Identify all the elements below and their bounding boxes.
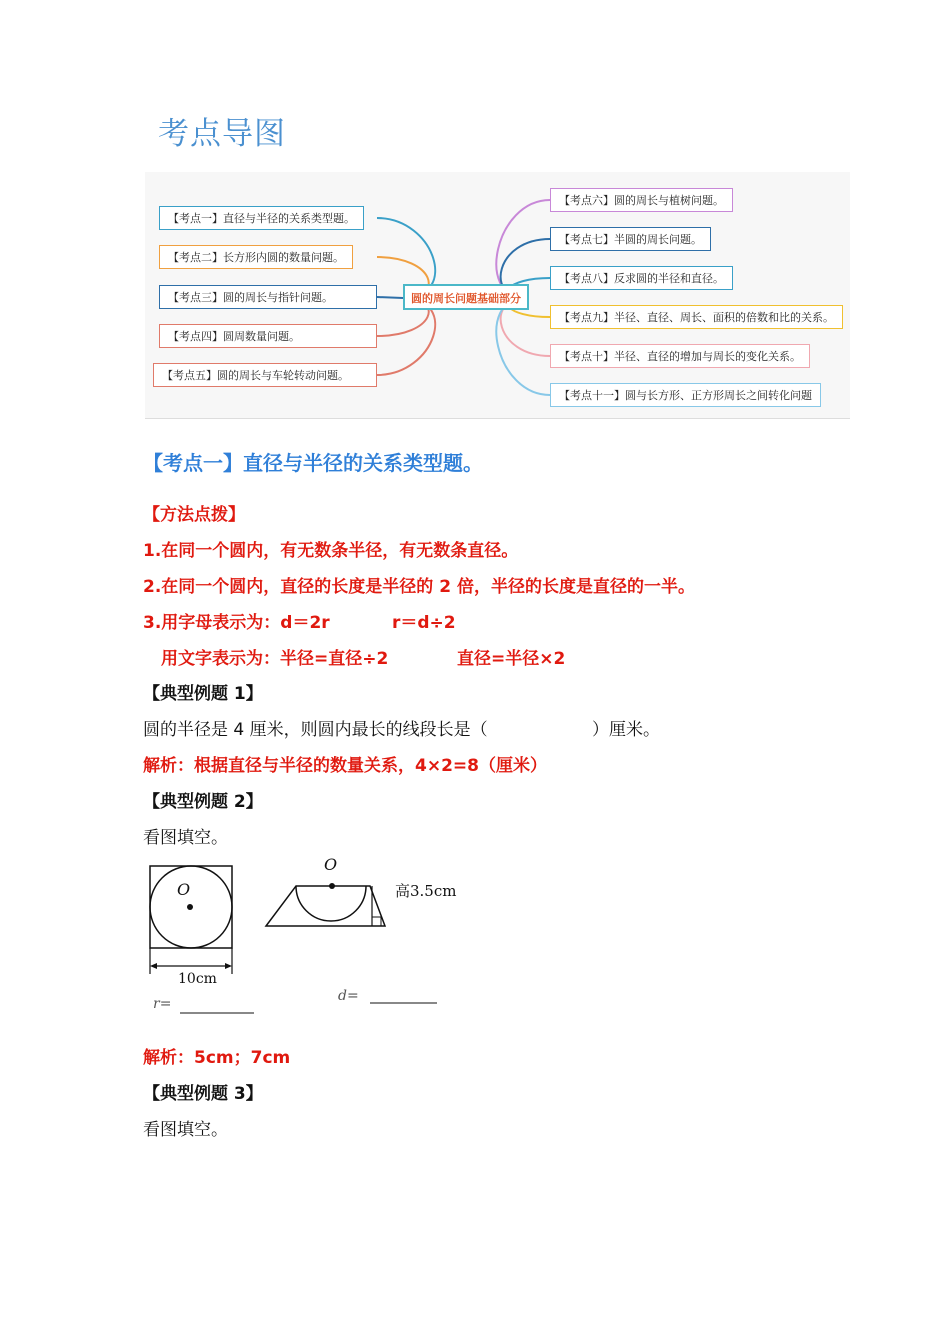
example-2-title: 【典型例题 2】 xyxy=(143,792,263,812)
mind-map-node-left-2: 【考点二】长方形内圆的数量问题。 xyxy=(159,245,353,269)
example-1-answer: 解析：根据直径与半径的数量关系，4×2=8（厘米） xyxy=(143,756,547,776)
example-1-title: 【典型例题 1】 xyxy=(143,684,263,704)
method-title: 【方法点拨】 xyxy=(143,505,245,525)
section-heading: 【考点一】直径与半径的关系类型题。 xyxy=(143,451,483,475)
mind-map-node-right-1: 【考点六】圆的周长与植树问题。 xyxy=(550,188,733,212)
tip-2: 2.在同一个圆内，直径的长度是半径的 2 倍，半径的长度是直径的一半。 xyxy=(143,577,695,597)
semicircle xyxy=(296,886,366,921)
example-3-title: 【典型例题 3】 xyxy=(143,1084,263,1104)
example-2-question: 看图填空。 xyxy=(143,828,228,848)
figure-width-label: 10cm xyxy=(178,971,217,987)
example-2-answer: 解析：5cm；7cm xyxy=(143,1048,291,1068)
mind-map-node-right-3: 【考点八】反求圆的半径和直径。 xyxy=(550,266,733,290)
example-1-question-end: ）厘米。 xyxy=(592,720,660,740)
mind-map-node-right-6: 【考点十一】圆与长方形、正方形周长之间转化问题 xyxy=(550,383,821,407)
width-arrowhead-left xyxy=(150,963,157,969)
mind-map-node-right-2: 【考点七】半圆的周长问题。 xyxy=(550,227,711,251)
figure-d-label: d= xyxy=(338,988,359,1004)
example-3-question: 看图填空。 xyxy=(143,1120,228,1140)
center-dot-1 xyxy=(187,904,193,910)
connector-right-6 xyxy=(496,298,550,395)
tip-4-words-diameter: 直径=半径×2 xyxy=(457,649,566,669)
tip-1: 1.在同一个圆内，有无数条半径，有无数条直径。 xyxy=(143,541,519,561)
mind-map-center: 圆的周长问题基础部分 xyxy=(403,284,529,310)
mind-map-node-left-4: 【考点四】圆周数量问题。 xyxy=(159,324,377,348)
mind-map-node-left-5: 【考点五】圆的周长与车轮转动问题。 xyxy=(153,363,377,387)
width-arrowhead-right xyxy=(225,963,232,969)
mind-map-node-left-1: 【考点一】直径与半径的关系类型题。 xyxy=(159,206,364,230)
mind-map xyxy=(145,172,850,419)
example-1-question-start: 圆的半径是 4 厘米，则圆内最长的线段长是（ xyxy=(143,720,488,740)
mind-map-node-right-4: 【考点九】半径、直径、周长、面积的倍数和比的关系。 xyxy=(550,305,843,329)
center-dot-2 xyxy=(329,883,335,889)
tip-4-words-radius: 用文字表示为：半径=直径÷2 xyxy=(161,649,389,669)
figure-label-o-1: O xyxy=(177,880,191,899)
figure-height-label: 高3.5cm xyxy=(395,882,457,900)
figure-r-label: r= xyxy=(153,996,172,1012)
example-2-figure xyxy=(140,852,480,1022)
connector-left-3 xyxy=(377,297,403,298)
tip-3-formula-d: 3.用字母表示为：d＝2r xyxy=(143,613,330,633)
right-angle-mark xyxy=(372,917,381,926)
page-title: 考点导图 xyxy=(158,116,286,152)
mind-map-node-right-5: 【考点十】半径、直径的增加与周长的变化关系。 xyxy=(550,344,810,368)
mind-map-node-left-3: 【考点三】圆的周长与指针问题。 xyxy=(159,285,377,309)
tip-3-formula-r: r＝d÷2 xyxy=(392,613,456,633)
figure-label-o-2: O xyxy=(324,855,338,874)
